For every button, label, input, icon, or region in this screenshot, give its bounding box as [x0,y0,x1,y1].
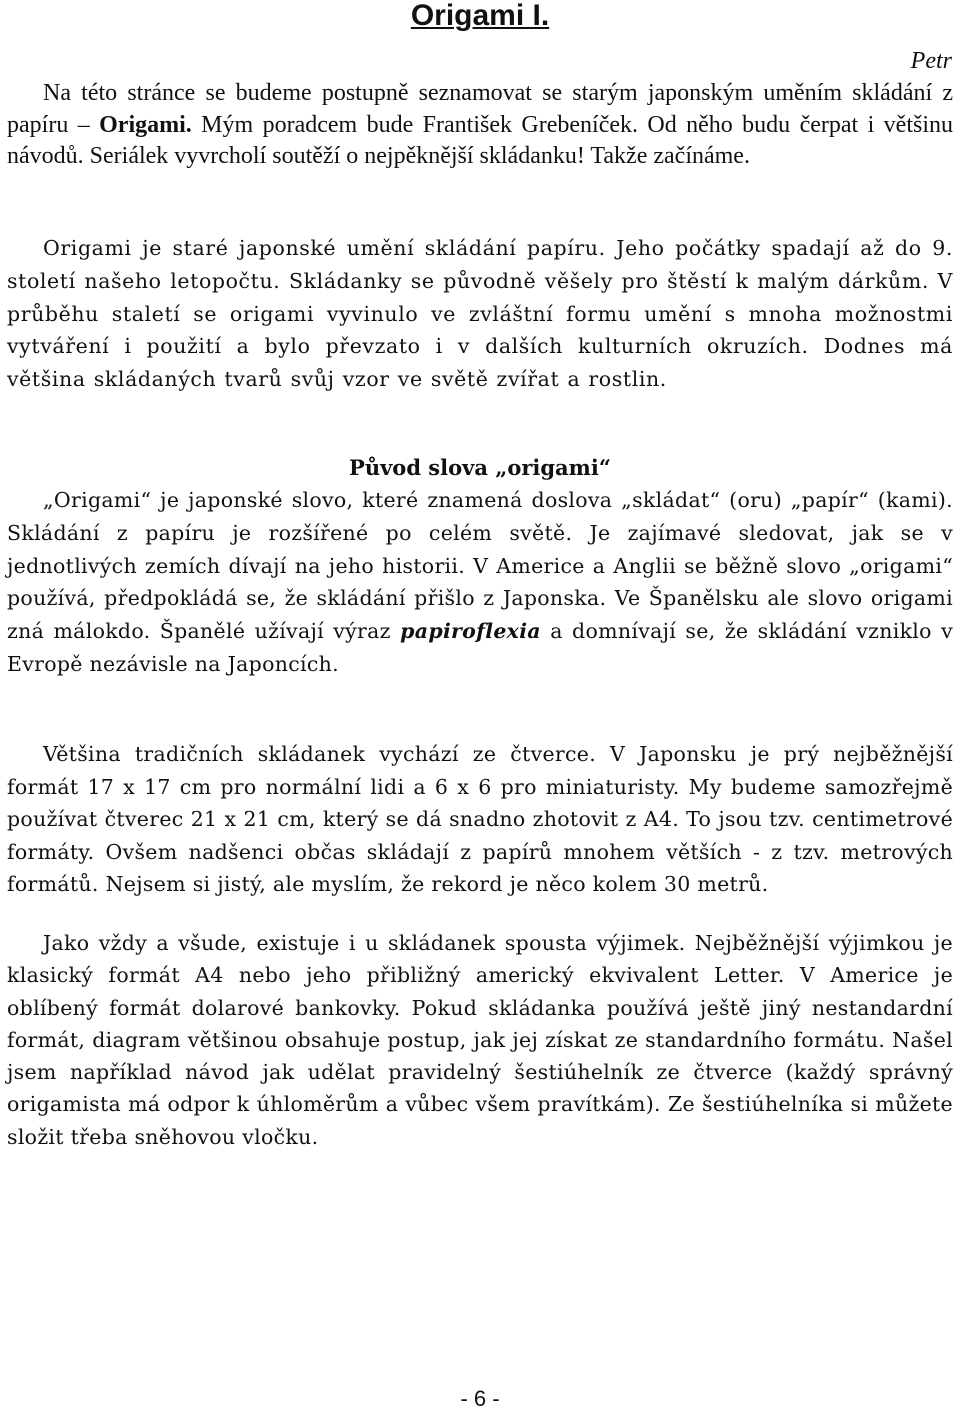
page-number: - 6 - [460,1386,500,1411]
paragraph-history: Origami je staré japonské umění skládání papíru. Jeho počátky spadají až do 9. století našeho letopočtu. Skládanky se původně věšely pro štěstí k malým dárkům. V průběhu staletí se origami vyvinulo ve zvláštní formu umění s mnoha možnostmi vytváření i použití a bylo převzato i v dalších kulturních okruzích. Dodnes má většina skládaných tvarů svůj vzor ve světě zvířat a rostlin. [7,236,953,392]
paragraph-word-origin [7,484,953,681]
term-papiroflexia: papiroflexia [400,619,541,644]
paragraph-paper-formats: Většina tradičních skládanek vychází ze čtverce. V Japonsku je prý nejběžnější formát 17 x 17 cm pro normální lidi a 6 x 6 pro miniaturisty. My budeme samozřejmě používat čtverec 21 x 21 cm, který se dá snadno zhotovit z A4. To jsou tzv. centimetrové formáty. Ovšem nadšenci občas skládají z papírů mnohem větších - z tzv. metrových formátů. Nejsem si jistý, ale myslím, že rekord je něco kolem 30 metrů. [7,742,953,896]
intro-bold-origami: Origami. [99,111,192,138]
paragraph-exceptions: Jako vždy a všude, existuje i u skládanek spousta výjimek. Nejběžnější výjimkou je klasický formát A4 nebo jeho přibližný americký ekvivalent Letter. V Americe je oblíbený formát dolarové bankovky. Pokud skládanka používá ještě jiný nestandardní formát, diagram většinou obsahuje postup, jak jej získat ze standardního formátu. Našel jsem například návod jak udělat pravidelný šestiúhelník ze čtverce (každý správný origamista má odpor k úhloměrům a vůbec všem pravítkám). Ze šestiúhelníka si můžete složit třeba sněhovou vločku. [7,931,953,1149]
page-title: Origami I. [410,0,550,32]
intro-text-start: Na této stránce se budeme postupně seznamovat se starým japonským uměním skládání z papíru – [7,80,953,138]
intro-paragraph [7,78,953,173]
section-heading-word-origin: Původ slova „origami“ [349,455,611,480]
paragraph-word-origin-end: a domnívají se, že skládání vzniklo v Evropě nezávisle na Japoncích. [7,619,953,676]
intro-text-end: Mým poradcem bude František Grebeníček. Od něho budu čerpat i většinu návodů. Seriálek vyvrcholí soutěží o nejpěknější skládanku! Takže začínáme. [7,111,954,169]
author-name: Petr [910,48,952,74]
paragraph-word-origin-start: „Origami“ je japonské slovo, které znamená doslova „skládat“ (oru) „papír“ (kami). Skládání z papíru je rozšířené po celém světě. Je zajímavé sledovat, jak se v jednotlivých zemích dívají na jeho historii. V Americe a Anglii se běžně slovo „origami“ používá, předpokládá se, že skládání přišlo z Japonska. Ve Španělsku ale slovo origami zná málokdo. Španělé užívají výraz [7,488,953,644]
